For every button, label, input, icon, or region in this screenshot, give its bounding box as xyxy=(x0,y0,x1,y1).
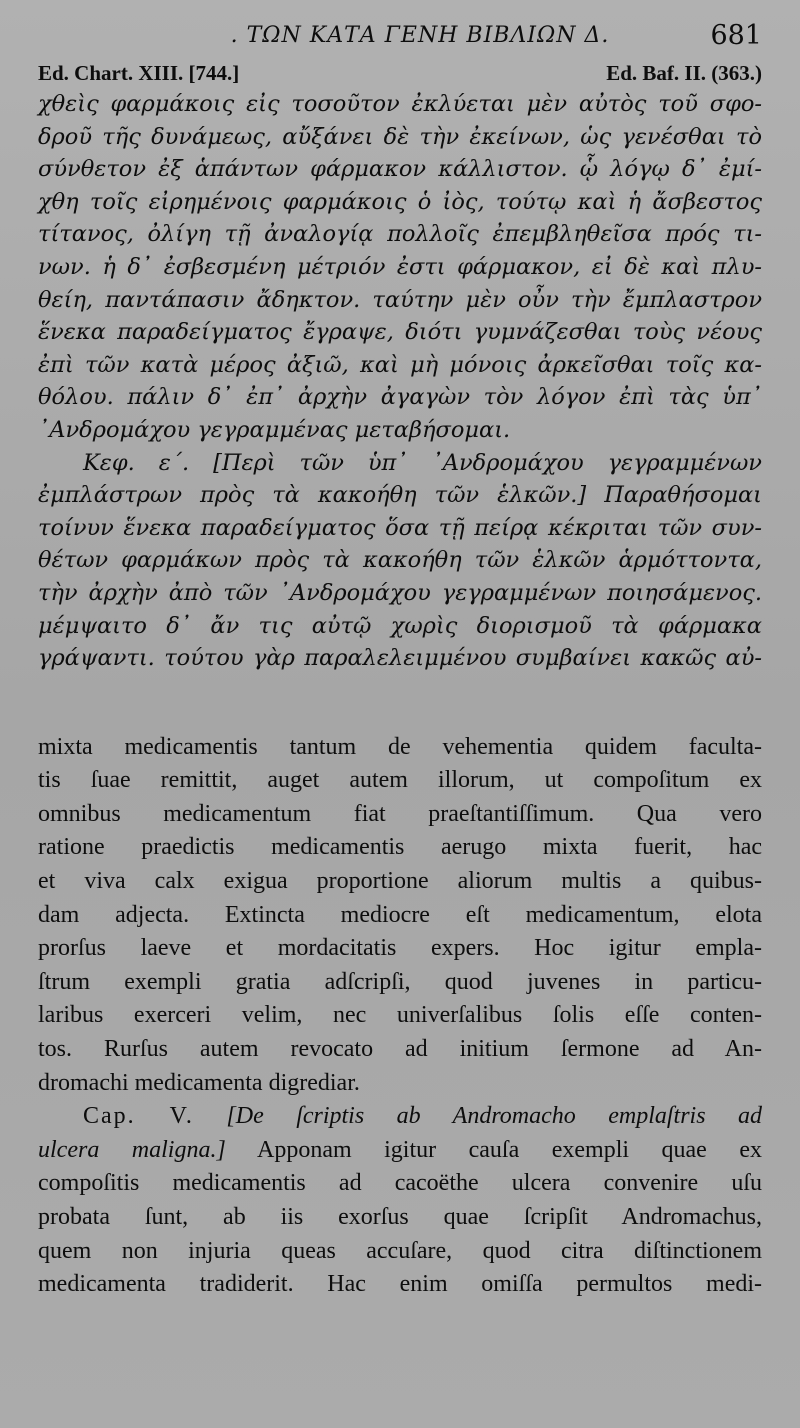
latin-paragraph-1 xyxy=(38,731,762,1101)
text-line: tis ſuae remittit, auget autem illorum, ut compoſitum ex xyxy=(38,767,762,794)
text-line: τὴν ἀρχὴν ἀπὸ τῶν ᾽Ανδρομάχου γεγραμμένων ποιησάμενος. xyxy=(38,579,762,606)
text-line: θέτων φαρμάκων πρὸς τὰ κακοήθη τῶν ἑλκῶν ἁρμόττοντα, xyxy=(38,547,762,574)
greek-paragraph-2 xyxy=(38,447,762,675)
text-line: θείη, παντάπασιν ἄδηκτον. ταύτην μὲν οὖν τὴν ἔμπλαστρον xyxy=(38,286,762,313)
text-line: γράψαντι. τούτου γὰρ παραλελειμμένου συμβαίνει κακῶς αὐ- xyxy=(38,645,762,672)
text-line: μέμψαιτο δ᾽ ἄν τις αὐτῷ χωρὶς διορισμοῦ τὰ φάρμακα xyxy=(38,612,762,639)
text-line: medicamenta tradiderit. Hac enim omiſſa permultos medi- xyxy=(38,1271,762,1298)
text-line: σύνθετον ἐξ ἁπάντων φάρμακον κάλλιστον. ᾧ λόγῳ δ᾽ ἐμί- xyxy=(38,156,762,183)
chapter-title: [De ſcriptis ab Andromacho emplaſtris ad xyxy=(226,1103,763,1130)
chapter-number: Cap. V. xyxy=(83,1103,194,1130)
text-line: dromachi medicamenta digrediar. xyxy=(38,1069,360,1096)
page-number: 681 xyxy=(710,20,762,51)
text-line: mixta medicamentis tantum de vehementia quidem faculta- xyxy=(38,733,762,760)
column-separator xyxy=(38,675,762,731)
greek-paragraph-1 xyxy=(38,88,762,447)
edition-basel: Ed. Baf. II. (363.) xyxy=(606,61,762,85)
text-fragment: Apponam igitur cauſa exempli quae ex xyxy=(256,1136,762,1163)
text-line: τίτανος, ὀλίγη τῇ ἀναλογίᾳ πολλοῖς ἐπεμβληθεῖσα πρός τι- xyxy=(38,221,762,248)
text-line: χθεὶς φαρμάκοις εἰς τοσοῦτον ἐκλύεται μὲν αὐτὸς τοῦ σφο- xyxy=(38,91,762,117)
text-line: ratione praedictis medicamentis aerugo mixta fuerit, hac xyxy=(38,834,762,861)
text-line: τοίνυν ἕνεκα παραδείγματος ὅσα τῇ πείρᾳ κέκριται τῶν συν- xyxy=(38,514,762,541)
text-line: ἐμπλάστρων πρὸς τὰ κακοήθη τῶν ἑλκῶν.] Παραθήσομαι xyxy=(38,482,762,509)
chapter-heading-latin xyxy=(38,1100,762,1134)
text-line: ᾽Ανδρομάχου γεγραμμένας μεταβήσομαι. xyxy=(38,416,511,443)
greek-text xyxy=(38,88,762,675)
text-line: et viva calx exigua proportione aliorum multis a quibus- xyxy=(38,868,762,895)
text-line: tos. Rurſus autem revocato ad initium ſermone ad An- xyxy=(38,1036,762,1063)
text-line: probata ſunt, ab iis exorſus quae ſcripſit Andromachus, xyxy=(38,1204,762,1230)
text-line: νων. ἡ δ᾽ ἐσβεσμένη μέτριόν ἐστι φάρμακον, εἰ δὲ καὶ πλυ- xyxy=(38,253,762,280)
edition-references xyxy=(38,58,762,88)
running-title: . ΤΩΝ ΚΑΤΑ ΓΕΝΗ ΒΙΒΛΙΩΝ Δ. xyxy=(230,23,610,48)
running-head xyxy=(38,0,762,58)
text-line: θόλου. πάλιν δ᾽ ἐπ᾽ ἀρχὴν ἀγαγὼν τὸν λόγον ἐπὶ τὰς ὑπ᾽ xyxy=(38,384,762,411)
text-line: quem non injuria queas accuſare, quod citra diſtinctionem xyxy=(38,1237,762,1264)
text-line: omnibus medicamentum fiat praeſtantiſſimum. Qua vero xyxy=(38,800,762,827)
text-line: dam adjecta. Extincta mediocre eſt medicamentum, elota xyxy=(38,901,762,928)
chapter-heading-greek: Κεφ. ε΄. [Περὶ τῶν ὑπ᾽ ᾽Ανδρομάχου γεγραμμένων xyxy=(83,449,762,476)
text-line xyxy=(38,1134,762,1168)
text-line: ἕνεκα παραδείγματος ἔγραψε, διότι γυμνάζεσθαι τοὺς νέους xyxy=(38,319,762,346)
latin-text xyxy=(38,731,762,1302)
text-line: compoſitis medicamentis ad cacoëthe ulcera convenire uſu xyxy=(38,1170,762,1197)
text-line: ſtrum exempli gratia adſcripſi, quod juvenes in particu- xyxy=(38,968,762,995)
edition-chart: Ed. Chart. XIII. [744.] xyxy=(38,61,240,85)
chapter-title-cont: ulcera maligna.] xyxy=(38,1136,226,1163)
text-line: laribus exerceri velim, nec univerſalibus ſolis eſſe conten- xyxy=(38,1002,762,1029)
text-line: prorſus laeve et mordacitatis expers. Hoc igitur empla- xyxy=(38,935,762,962)
text-line: χθη τοῖς εἰρημένοις φαρμάκοις ὁ ἰὸς, τούτῳ καὶ ἡ ἄσβεστος xyxy=(38,188,762,215)
latin-paragraph-2 xyxy=(38,1100,762,1302)
text-line: δροῦ τῆς δυνάμεως, αὔξάνει δὲ τὴν ἐκείνων, ὡς γενέσθαι τὸ xyxy=(38,123,762,150)
text-line: ἐπὶ τῶν κατὰ μέρος ἀξιῶ, καὶ μὴ μόνοις ἀρκεῖσθαι τοῖς κα- xyxy=(38,351,762,378)
